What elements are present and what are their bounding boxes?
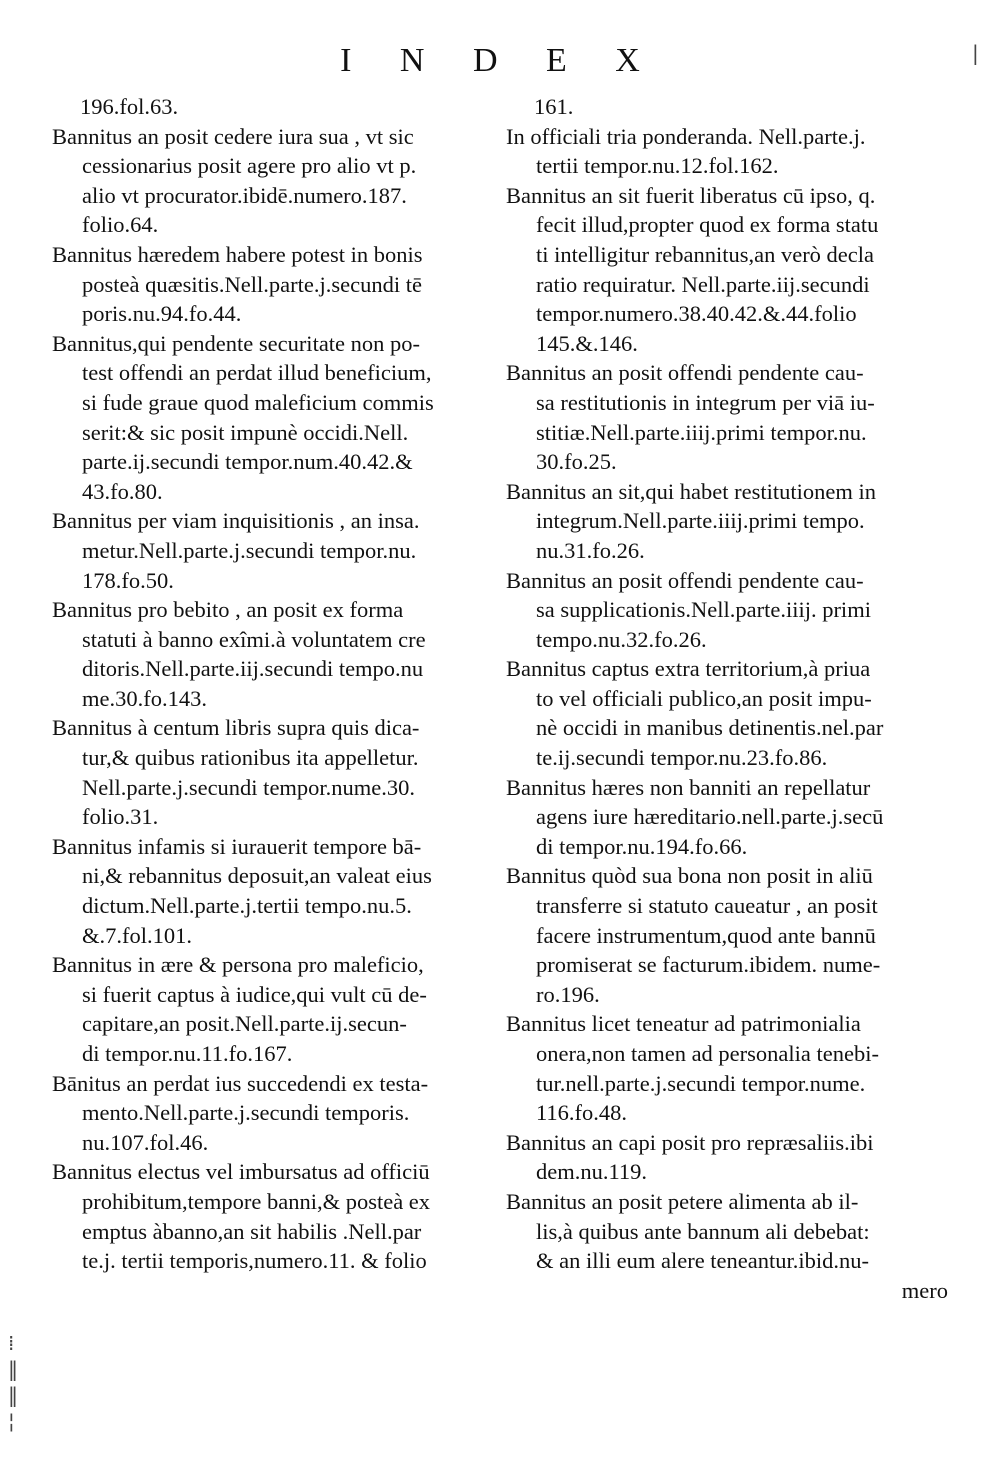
index-entry xyxy=(506,92,958,122)
index-entry-line: Bannitus an sit,qui habet restitutionem in xyxy=(506,478,876,504)
index-entry-line: integrum.Nell.parte.iiij.primi tempo. xyxy=(536,508,865,534)
page-header: I N D E X xyxy=(340,42,660,79)
index-entry-line: Bannitus an capi posit pro repræsaliis.ibi xyxy=(506,1129,874,1155)
index-entry xyxy=(506,181,958,359)
index-entry-line: lis,à quibus ante bannum ali debebat: xyxy=(536,1218,870,1244)
index-entry-line: Bannitus an posit petere alimenta ab il- xyxy=(506,1188,859,1214)
index-entry-line: ratio requiratur. Nell.parte.iij.secundi xyxy=(536,271,870,297)
index-entry-line: 161. xyxy=(534,94,574,119)
index-entry-line: agens iure hæreditario.nell.parte.j.secū xyxy=(536,804,884,830)
catchword: mero xyxy=(901,1277,948,1303)
index-entry-line: facere instrumentum,quod ante bannū xyxy=(536,922,876,948)
index-entry-line: Bannitus in ære & persona pro maleficio, xyxy=(52,952,424,978)
index-column-right xyxy=(506,92,958,1305)
index-entry-line: Bānitus an perdat ius succedendi ex testa- xyxy=(52,1070,429,1096)
index-entry-line: folio.64. xyxy=(82,212,159,238)
index-entry xyxy=(52,506,504,595)
index-entry-line: In officiali tria ponderanda. Nell.parte.j. xyxy=(506,123,866,149)
index-entry xyxy=(52,329,504,507)
index-entry-line: Bannitus licet teneatur ad patrimonialia xyxy=(506,1011,861,1037)
index-entry-line: posteà quæsitis.Nell.parte.j.secundi tē xyxy=(82,271,422,297)
index-entry xyxy=(506,477,958,566)
index-entry-line: Bannitus hæredem habere potest in bonis xyxy=(52,241,423,267)
index-entry-line: Bannitus an sit fuerit liberatus cū ipso, q. xyxy=(506,182,876,208)
index-entry-line: 145.&.146. xyxy=(536,330,638,356)
index-entry xyxy=(506,122,958,181)
index-entry-line: me.30.fo.143. xyxy=(82,685,207,711)
index-entry-line: Bannitus pro bebito , an posit ex forma xyxy=(52,597,404,623)
index-entry-line: 178.fo.50. xyxy=(82,567,174,593)
index-entry-line: dictum.Nell.parte.j.tertii tempo.nu.5. xyxy=(82,893,412,919)
index-entry-line: nu.107.fol.46. xyxy=(82,1129,209,1155)
index-entry-line: Bannitus an posit offendi pendente cau- xyxy=(506,567,864,593)
index-entry-line: 116.fo.48. xyxy=(536,1100,628,1126)
index-entry-line: promiserat se facturum.ibidem. nume- xyxy=(536,952,881,978)
index-entry-line: mento.Nell.parte.j.secundi temporis. xyxy=(82,1100,410,1126)
index-entry-line: transferre si statuto caueatur , an posit xyxy=(536,893,878,919)
index-entry xyxy=(52,122,504,240)
index-entry-line: te.j. tertii temporis,numero.11. & folio xyxy=(82,1248,427,1274)
index-entry-line: tur,& quibus rationibus ita appelletur. xyxy=(82,745,419,771)
index-entry-line: Bannitus electus vel imbursatus ad officiū xyxy=(52,1159,430,1185)
index-entry-line: Bannitus an posit offendi pendente cau- xyxy=(506,360,864,386)
index-entry-line: Bannitus quòd sua bona non posit in aliū xyxy=(506,863,873,889)
index-entry xyxy=(52,1069,504,1158)
index-entry-line: tempo.nu.32.fo.26. xyxy=(536,626,707,652)
index-entry xyxy=(52,1157,504,1275)
index-entry-line: parte.ij.secundi tempor.num.40.42.& xyxy=(82,449,413,475)
index-entry-line: ro.196. xyxy=(536,981,600,1007)
index-entry-line: Bannitus infamis si iurauerit tempore bā- xyxy=(52,833,422,859)
index-entry xyxy=(506,358,958,476)
index-entry-line: capitare,an posit.Nell.parte.ij.secun- xyxy=(82,1011,407,1037)
index-entry-line: di tempor.nu.194.fo.66. xyxy=(536,833,748,859)
index-entry xyxy=(52,595,504,713)
index-entry-line: & an illi eum alere teneantur.ibid.nu- xyxy=(536,1248,870,1274)
index-entry-line: nè occidi in manibus detinentis.nel.par xyxy=(536,715,884,741)
index-entry-line: 43.fo.80. xyxy=(82,478,163,504)
index-entry-line: onera,non tamen ad personalia tenebi- xyxy=(536,1041,879,1066)
index-entry xyxy=(506,566,958,655)
index-entry-line: statuti à banno exîmi.à voluntatem cre xyxy=(82,626,426,652)
margin-mark-bottom: ⁞ ‖ ‖ ¦ xyxy=(8,1331,18,1433)
index-entry-line: dem.nu.119. xyxy=(536,1159,648,1185)
index-entry xyxy=(506,1187,958,1276)
index-entry-line: ditoris.Nell.parte.iij.secundi tempo.nu xyxy=(82,656,424,682)
index-entry-line: Nell.parte.j.secundi tempor.nume.30. xyxy=(82,774,416,800)
index-entry-line: stitiæ.Nell.parte.iiij.primi tempor.nu. xyxy=(536,419,867,445)
index-entry xyxy=(52,713,504,831)
index-entry-line: prohibitum,tempore banni,& posteà ex xyxy=(82,1188,431,1214)
index-entry xyxy=(52,92,504,122)
index-entry-line: si fuerit captus à iudice,qui vult cū de- xyxy=(82,981,427,1007)
index-entry-line: nu.31.fo.26. xyxy=(536,537,645,563)
index-entry-line: cessionarius posit agere pro alio vt p. xyxy=(82,153,417,179)
index-entry xyxy=(52,950,504,1068)
index-entry-line: tempor.numero.38.40.42.&.44.folio xyxy=(536,301,857,327)
index-entry xyxy=(506,1128,958,1187)
index-entry xyxy=(506,654,958,772)
index-entry-line: test offendi an perdat illud beneficium, xyxy=(82,360,432,386)
index-entry-line: fecit illud,propter quod ex forma statu xyxy=(536,212,879,238)
index-entry-line: to vel officiali publico,an posit impu- xyxy=(536,685,872,711)
index-entry-line: Bannitus à centum libris supra quis dica- xyxy=(52,715,420,741)
index-entry-line: di tempor.nu.11.fo.167. xyxy=(82,1041,293,1066)
index-entry-line: ti intelligitur rebannitus,an verò decla xyxy=(536,241,875,267)
index-entry-line: Bannitus per viam inquisitionis , an insa. xyxy=(52,508,420,534)
index-entry xyxy=(506,1009,958,1127)
index-entry-line: Bannitus captus extra territorium,à priua xyxy=(506,656,871,682)
index-entry-line: Bannitus an posit cedere iura sua , vt sic xyxy=(52,123,414,149)
index-entry-line: sa supplicationis.Nell.parte.iiij. primi xyxy=(536,597,871,623)
index-entry xyxy=(52,240,504,329)
index-entry-line: ni,& rebannitus deposuit,an valeat eius xyxy=(82,863,432,889)
margin-mark-top: | xyxy=(972,41,979,65)
index-entry-line: tur.nell.parte.j.secundi tempor.nume. xyxy=(536,1070,866,1096)
index-column-left xyxy=(52,92,504,1276)
index-entry-line: alio vt procurator.ibidē.numero.187. xyxy=(82,182,407,208)
index-entry-line: te.ij.secundi tempor.nu.23.fo.86. xyxy=(536,745,828,771)
index-entry-line: 196.fol.63. xyxy=(80,94,179,119)
index-entry-line: Bannitus,qui pendente securitate non po- xyxy=(52,330,421,356)
index-entry-line: &.7.fol.101. xyxy=(82,922,192,948)
index-entry-line: 30.fo.25. xyxy=(536,449,617,475)
index-entry-line: metur.Nell.parte.j.secundi tempor.nu. xyxy=(82,537,417,563)
index-entry-line: folio.31. xyxy=(82,804,159,830)
index-entry xyxy=(506,773,958,862)
index-entry xyxy=(52,832,504,950)
index-entry-line: serit:& sic posit impunè occidi.Nell. xyxy=(82,419,409,445)
index-entry-line: Bannitus hæres non banniti an repellatur xyxy=(506,774,871,800)
index-entry-line: sa restitutionis in integrum per viā iu- xyxy=(536,389,875,415)
index-entry-line: emptus àbanno,an sit habilis .Nell.par xyxy=(82,1218,422,1244)
index-entry-line: tertii tempor.nu.12.fol.162. xyxy=(536,153,779,179)
index-entry-line: poris.nu.94.fo.44. xyxy=(82,301,242,327)
index-entry xyxy=(506,861,958,1009)
index-entry-line: si fude graue quod maleficium commis xyxy=(82,389,434,415)
